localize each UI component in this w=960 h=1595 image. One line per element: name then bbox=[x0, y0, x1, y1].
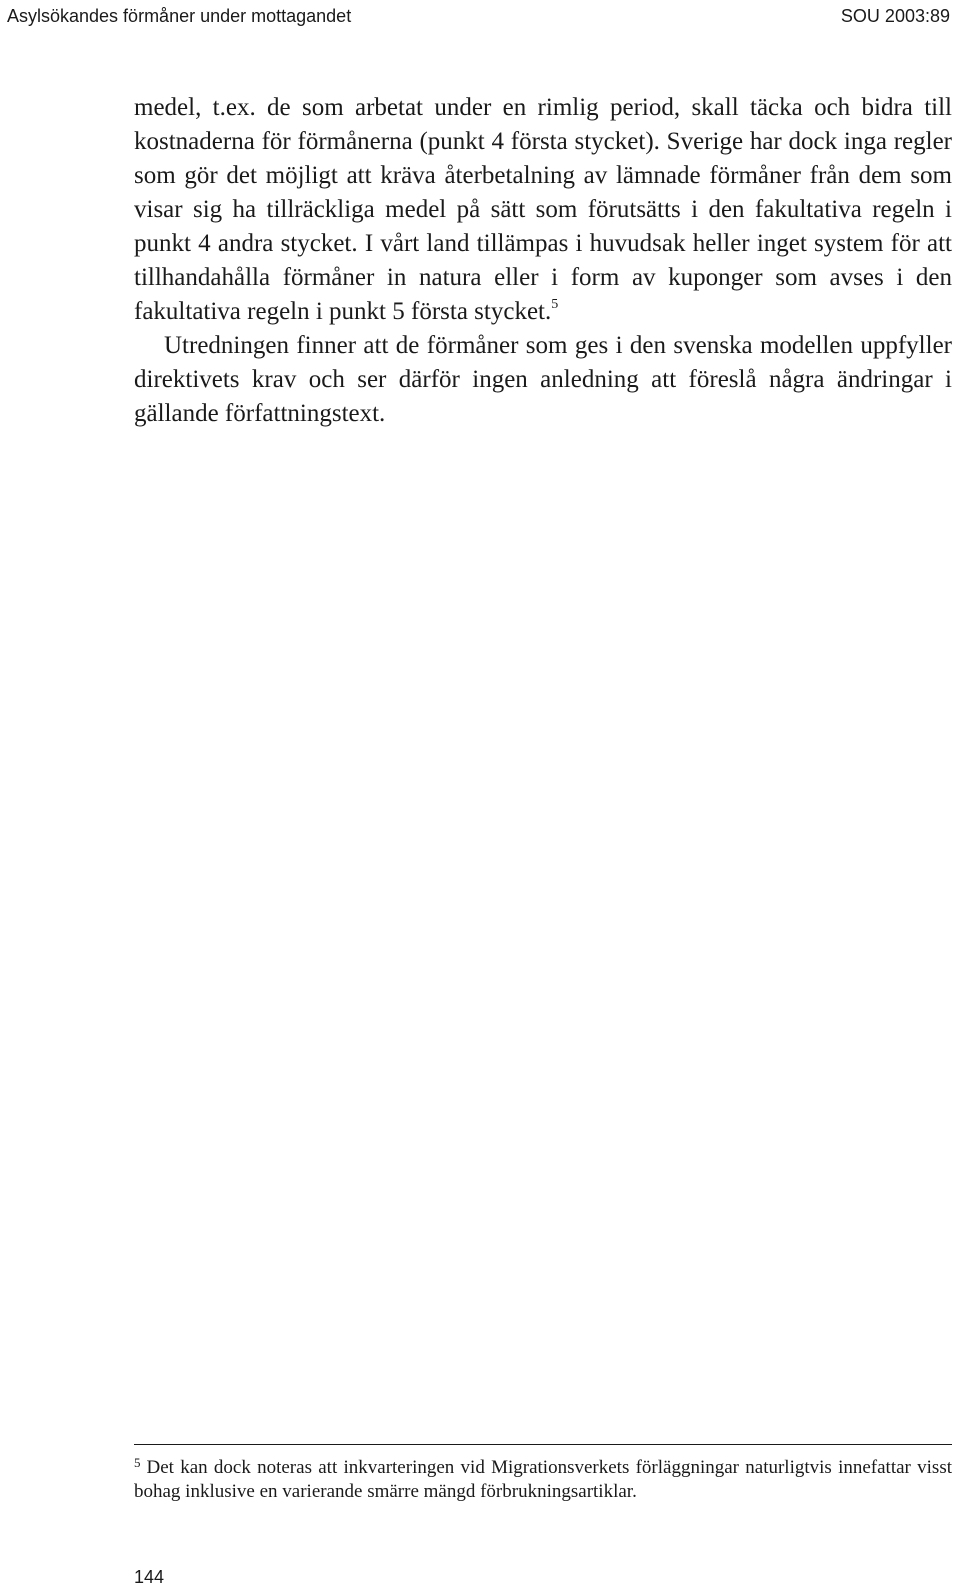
footnote bbox=[134, 1456, 952, 1504]
body-paragraph-2: Utredningen finner att de förmåner som ges i den svenska modellen uppfyller direktivets krav och ser därför ingen anledning att föreslå några ändringar i gällande författningstext. bbox=[134, 332, 952, 427]
running-header-title: Asylsökandes förmåner under mottagandet bbox=[7, 6, 352, 26]
footnote-number: 5 bbox=[134, 1455, 141, 1470]
body-paragraph-1 bbox=[134, 91, 952, 329]
body-paragraph-1-text: medel, t.ex. de som arbetat under en rimlig period, skall täcka och bidra till kostnaderna för förmånerna (punkt 4 första stycket). Sverige har dock inga regler som gör det möjligt att kräva återbetalning av lämnade förmåner från dem som visar sig ha tillräckliga medel på sätt som förutsätts i den fakultativa regeln i punkt 4 andra stycket. I vårt land tillämpas i huvudsak heller inget system för att tillhandahålla förmåner in natura eller i form av kuponger som avses i den fakultativa regeln i punkt 5 första stycket. bbox=[134, 94, 952, 325]
page-number: 144 bbox=[134, 1567, 165, 1587]
footnote-separator bbox=[134, 1444, 952, 1445]
footnote-reference[interactable]: 5 bbox=[551, 297, 559, 312]
running-header-report-id: SOU 2003:89 bbox=[840, 6, 950, 26]
footnote-text: Det kan dock noteras att inkvarteringen vid Migrationsverkets förläggningar naturligtvis innefattar visst bohag inklusive en varierande smärre mängd förbrukningsartiklar. bbox=[134, 1457, 952, 1502]
body-text bbox=[134, 91, 952, 431]
running-header bbox=[0, 0, 960, 32]
